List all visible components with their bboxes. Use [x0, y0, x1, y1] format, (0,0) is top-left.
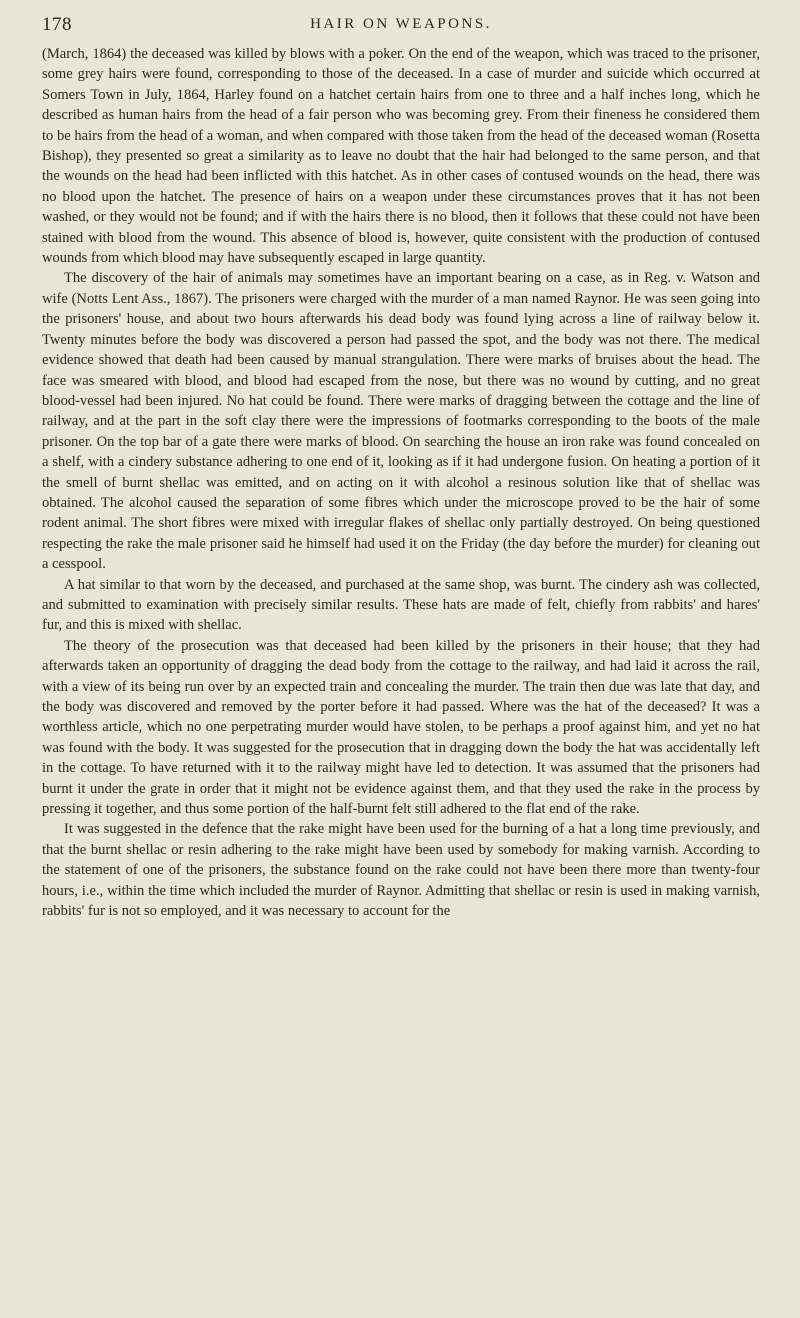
page-header	[42, 14, 760, 40]
paragraph: The theory of the prosecution was that deceased had been killed by the prisoners in their house; that they had afterwards taken an opportunity of dragging the dead body from the cottage to the railway, and had laid it across the rail, with a view of its being run over by an expected train and concealing the murder. The train then due was late that day, and the body was discovered and removed by the porter before it had passed. Where was the hat of the deceased? It was a worthless article, which no one perpetrating murder would have stolen, to be perhaps a proof against him, and yet no hat was found with the body. It was suggested for the prosecution that in dragging down the body the hat was accidentally left in the cottage. To have returned with it to the railway might have led to detection. It was assumed that the prisoners had burnt it under the grate in order that it might not be evidence against them, and that they used the rake in the process by pressing it together, and thus some portion of the half-burnt felt still adhered to the flat end of the rake.	[42, 637, 760, 818]
page-number: 178	[42, 14, 72, 35]
body-text	[42, 44, 760, 921]
paragraph: (March, 1864) the deceased was killed by blows with a poker. On the end of the weapon, which was traced to the prisoner, some grey hairs were found, corresponding to those of the deceased. In a case of murder and suicide which occurred at Somers Town in July, 1864, Harley found on a hatchet certain hairs from one to three and a half inches long, which he described as human hairs from the head of a fair person who was becoming grey. From their fineness he considered them to be hairs from the head of a woman, and when compared with those taken from the head of the deceased woman (Rosetta Bishop), they presented so great a similarity as to leave no doubt that the hair had belonged to the same person, and that the wounds on the head had been inflicted with this hatchet. As in other cases of contused wounds on the head, there was no blood upon the hatchet. The presence of hairs on a weapon under these circumstances proves that it has not been washed, or they would not be found; and if with the hairs there is no blood, then it follows that these could not have been stained with blood from the wound. This absence of blood is, however, quite consistent with the production of contused wounds from which blood may have subsequently escaped in large quantity.	[42, 46, 760, 267]
paragraph: A hat similar to that worn by the deceased, and purchased at the same shop, was burnt. The cindery ash was collected, and submitted to examination with precisely similar results. These hats are made of felt, chiefly from rabbits' and hares' fur, and this is mixed with shellac.	[42, 576, 760, 634]
running-head: HAIR ON WEAPONS.	[310, 16, 492, 32]
paragraph: It was suggested in the defence that the rake might have been used for the burning of a hat a long time previously, and that the burnt shellac or resin adhering to the rake might have been used by somebody for making varnish. According to the statement of one of the prisoners, the substance found on the rake could not have been there more than twenty-four hours, i.e., within the time which included the murder of Raynor. Admitting that shellac or resin is used in making varnish, rabbits' fur is not so employed, and it was necessary to account for the	[42, 821, 760, 920]
paragraph: The discovery of the hair of animals may sometimes have an important bearing on a case, as in Reg. v. Watson and wife (Notts Lent Ass., 1867). The prisoners were charged with the murder of a man named Raynor. He was seen going into the prisoners' house, and about two hours afterwards his dead body was found lying across a line of railway below it. Twenty minutes before the body was discovered a person had passed the spot, and the body was not there. The medical evidence showed that death had been caused by manual strangulation. There were marks of bruises about the head. The face was smeared with blood, and blood had escaped from the nose, but there was no wound by cutting, and no great blood-vessel had been injured. No hat could be found. There were marks of dragging between the cottage and the line of railway, and at the part in the soft clay there were the impressions of footmarks corresponding to the boots of the male prisoner. On the top bar of a gate there were marks of blood. On searching the house an iron rake was found concealed on a shelf, with a cindery substance adhering to one end of it, looking as if it had undergone fusion. On heating a portion of it the smell of burnt shellac was emitted, and on acting on it with alcohol a resinous solution like that of shellac was obtained. The alcohol caused the separation of some fibres which under the microscope proved to be the hair of some rodent animal. The short fibres were mixed with irregular flakes of shellac only partially destroyed. On being questioned respecting the rake the male prisoner said he himself had used it on the Friday (the day before the murder) for cleaning out a cesspool.	[42, 270, 760, 573]
